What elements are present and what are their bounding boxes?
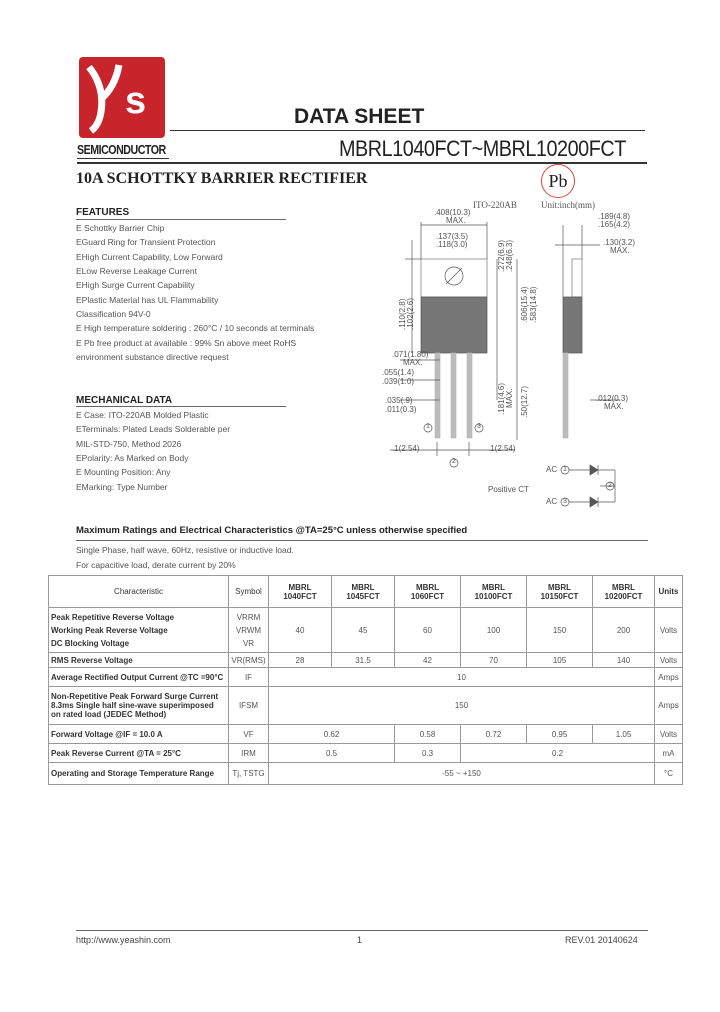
dim-tab-1: .272(6.9) bbox=[497, 239, 506, 272]
document-title: DATA SHEET bbox=[294, 105, 425, 128]
part-range: MBRL1040FCT~MBRL10200FCT bbox=[339, 136, 626, 161]
row-unit: mA bbox=[655, 744, 683, 763]
features-title: FEATURES bbox=[76, 207, 130, 218]
mechanical-item: MIL-STD-750, Method 2026 bbox=[76, 439, 182, 449]
col-symbol: Symbol bbox=[229, 576, 269, 608]
feature-item: Classification 94V-0 bbox=[76, 309, 151, 319]
row-value: 100 bbox=[461, 608, 527, 653]
row-symbol: VR(RMS) bbox=[229, 653, 269, 668]
dim-lead-len-max: MAX. bbox=[505, 388, 514, 408]
row-value: 42 bbox=[395, 653, 461, 668]
circuit-pin-1: 1 bbox=[563, 466, 567, 473]
col-characteristic: Characteristic bbox=[49, 576, 229, 608]
mechanical-item: EPolarity: As Marked on Body bbox=[76, 453, 189, 463]
row-unit: Volts bbox=[655, 653, 683, 668]
row-unit: Volts bbox=[655, 608, 683, 653]
row-label: Peak Repetitive Reverse Voltage Working Peak Reverse Voltage DC Blocking Voltage bbox=[49, 608, 229, 653]
dim-height-1: .606(15.4) bbox=[520, 286, 529, 323]
row-label: RMS Reverse Voltage bbox=[49, 653, 229, 668]
feature-item: EGuard Ring for Transient Protection bbox=[76, 237, 216, 247]
col-part: MBRL 1045FCT bbox=[332, 576, 395, 608]
col-part: MBRL 1040FCT bbox=[269, 576, 332, 608]
row-value: 0.95 bbox=[527, 725, 593, 744]
mechanical-item: ETerminals: Plated Leads Solderable per bbox=[76, 424, 231, 434]
table-row bbox=[49, 763, 683, 785]
unit-label: Unit:inch(mm) bbox=[541, 200, 595, 210]
row-value: -55 ~ +150 bbox=[269, 763, 655, 785]
ratings-note-2: For capacitive load, derate current by 20% bbox=[76, 560, 236, 570]
col-part: MBRL 10100FCT bbox=[461, 576, 527, 608]
feature-item: ELow Reverse Leakage Current bbox=[76, 266, 197, 276]
row-label: Peak Reverse Current @TA = 25°C bbox=[49, 744, 229, 763]
ratings-note-1: Single Phase, half wave, 60Hz, resistive or inductive load. bbox=[76, 545, 294, 555]
row-value: 0.62 bbox=[269, 725, 395, 744]
table-row bbox=[49, 653, 683, 668]
circuit-pin-2: 2 bbox=[608, 482, 612, 489]
dim-lead-3: .039(1.0) bbox=[382, 377, 415, 386]
dim-height-2: .583(14.8) bbox=[529, 286, 538, 323]
row-value: 10 bbox=[269, 668, 655, 687]
row-value: 45 bbox=[332, 608, 395, 653]
table-row bbox=[49, 668, 683, 687]
feature-item: EPlastic Material has UL Flammability bbox=[76, 295, 219, 305]
row-unit: Amps bbox=[655, 668, 683, 687]
dim-tab-2: .248(6.3) bbox=[505, 239, 514, 272]
row-value: 200 bbox=[593, 608, 655, 653]
row-unit: °C bbox=[655, 763, 683, 785]
row-value: 40 bbox=[269, 608, 332, 653]
dim-side-lead-max: MAX. bbox=[604, 402, 624, 411]
dim-pitch-1: .1(2.54) bbox=[392, 444, 420, 453]
ratings-rule bbox=[76, 540, 648, 541]
row-symbol: IF bbox=[229, 668, 269, 687]
row-value: 70 bbox=[461, 653, 527, 668]
features-rule bbox=[76, 219, 286, 220]
row-symbol: VF bbox=[229, 725, 269, 744]
footer-page-number: 1 bbox=[357, 935, 363, 945]
footer-url[interactable]: http://www.yeashin.com bbox=[76, 935, 171, 945]
row-label: Non-Repetitive Peak Forward Surge Current 8.3ms Single half sine-wave superimposed on rated load (JEDEC Method) bbox=[49, 687, 229, 725]
dim-side-2: .165(4.2) bbox=[598, 220, 631, 229]
dim-lead-1: .071(1.80) bbox=[392, 350, 429, 359]
dim-side-1: .189(4.8) bbox=[598, 212, 631, 221]
brand-name: SEMICONDUCTOR bbox=[77, 142, 166, 157]
pin-1-label: 1 bbox=[426, 423, 430, 430]
row-label: Operating and Storage Temperature Range bbox=[49, 763, 229, 785]
row-symbol: IRM bbox=[229, 744, 269, 763]
row-unit: Volts bbox=[655, 725, 683, 744]
mechanical-rule bbox=[76, 406, 286, 407]
row-value: 0.58 bbox=[395, 725, 461, 744]
dim-lead-len-2: .50(12.7) bbox=[520, 385, 529, 418]
row-value: 150 bbox=[269, 687, 655, 725]
feature-item: E Pb free product at available : 99% Sn above meet RoHS bbox=[76, 338, 297, 348]
table-row bbox=[49, 725, 683, 744]
mechanical-item: E Case: ITO-220AB Molded Plastic bbox=[76, 410, 209, 420]
row-label: Forward Voltage @IF = 10.0 A bbox=[49, 725, 229, 744]
circuit-ac-2: AC bbox=[546, 497, 558, 506]
table-row bbox=[49, 687, 683, 725]
row-value: 60 bbox=[395, 608, 461, 653]
dim-width: .408(10.3) bbox=[434, 208, 471, 217]
dim-lead-2: .055(1.4) bbox=[382, 368, 415, 377]
dim-pitch-2: .1(2.54) bbox=[488, 444, 516, 453]
table-header-row bbox=[49, 576, 683, 608]
row-value: 150 bbox=[527, 608, 593, 653]
feature-item: EHigh Current Capability, Low Forward bbox=[76, 252, 223, 262]
circuit-positive-ct: Positive CT bbox=[488, 485, 529, 494]
row-value: 0.3 bbox=[395, 744, 461, 763]
package-name: ITO-220AB bbox=[473, 200, 517, 210]
footer-rule bbox=[76, 930, 648, 931]
dim-side-3: .130(3.2) bbox=[603, 238, 636, 247]
dim-left-1: .110(2.8) bbox=[398, 298, 407, 330]
product-heading: 10A SCHOTTKY BARRIER RECTIFIER bbox=[76, 170, 368, 187]
col-part: MBRL 10150FCT bbox=[527, 576, 593, 608]
row-value: 0.72 bbox=[461, 725, 527, 744]
dim-left-2: .102(2.6) bbox=[406, 297, 415, 330]
dim-hole-2: .118(3.0) bbox=[436, 240, 468, 249]
row-value: 140 bbox=[593, 653, 655, 668]
row-value: 28 bbox=[269, 653, 332, 668]
row-symbol: Tj, TSTG bbox=[229, 763, 269, 785]
row-value: 0.2 bbox=[461, 744, 655, 763]
feature-item: EHigh Surge Current Capability bbox=[76, 280, 195, 290]
row-value: 31.5 bbox=[332, 653, 395, 668]
ratings-table bbox=[48, 575, 683, 785]
row-value: 105 bbox=[527, 653, 593, 668]
feature-item: E Schottky Barrier Chip bbox=[76, 223, 165, 233]
pin-3-label: 3 bbox=[477, 423, 481, 430]
col-part: MBRL 10200FCT bbox=[593, 576, 655, 608]
feature-item: environment substance directive request bbox=[76, 352, 229, 362]
pb-free-symbol: Pb bbox=[541, 164, 575, 198]
row-value: 0.5 bbox=[269, 744, 395, 763]
row-value: 1.05 bbox=[593, 725, 655, 744]
circuit-ac-1: AC bbox=[546, 465, 558, 474]
row-symbol: VRRM VRWM VR bbox=[229, 608, 269, 653]
col-part: MBRL 1060FCT bbox=[395, 576, 461, 608]
mechanical-item: E Mounting Position: Any bbox=[76, 467, 171, 477]
dim-lead-len: .181(4.6) bbox=[497, 382, 506, 415]
svg-text:s: s bbox=[125, 80, 147, 122]
circuit-pin-3: 3 bbox=[563, 498, 567, 505]
dim-lead-thk-1: .035(.9) bbox=[385, 396, 413, 405]
dim-side-3-max: MAX. bbox=[610, 246, 630, 255]
pin-2-label: 2 bbox=[452, 458, 456, 465]
dim-hole-1: .137(3.5) bbox=[436, 232, 469, 241]
row-label: Average Rectified Output Current @TC =90°C bbox=[49, 668, 229, 687]
dim-side-lead: .012(0.3) bbox=[596, 394, 629, 403]
row-symbol: IFSM bbox=[229, 687, 269, 725]
table-row bbox=[49, 744, 683, 763]
dim-width-max: MAX. bbox=[446, 216, 466, 225]
footer-revision: REV.01 20140624 bbox=[565, 935, 638, 945]
mechanical-item: EMarking: Type Number bbox=[76, 482, 168, 492]
table-row bbox=[49, 608, 683, 653]
dim-lead-1-max: MAX. bbox=[403, 358, 423, 367]
col-units: Units bbox=[655, 576, 683, 608]
feature-item: E High temperature soldering : 260°C / 10 seconds at terminals bbox=[76, 323, 315, 333]
row-unit: Amps bbox=[655, 687, 683, 725]
mechanical-title: MECHANICAL DATA bbox=[76, 395, 173, 406]
dim-lead-thk-2: .011(0.3) bbox=[385, 405, 417, 414]
ratings-title: Maximum Ratings and Electrical Characteristics @TA=25°C unless otherwise specified bbox=[76, 525, 468, 536]
